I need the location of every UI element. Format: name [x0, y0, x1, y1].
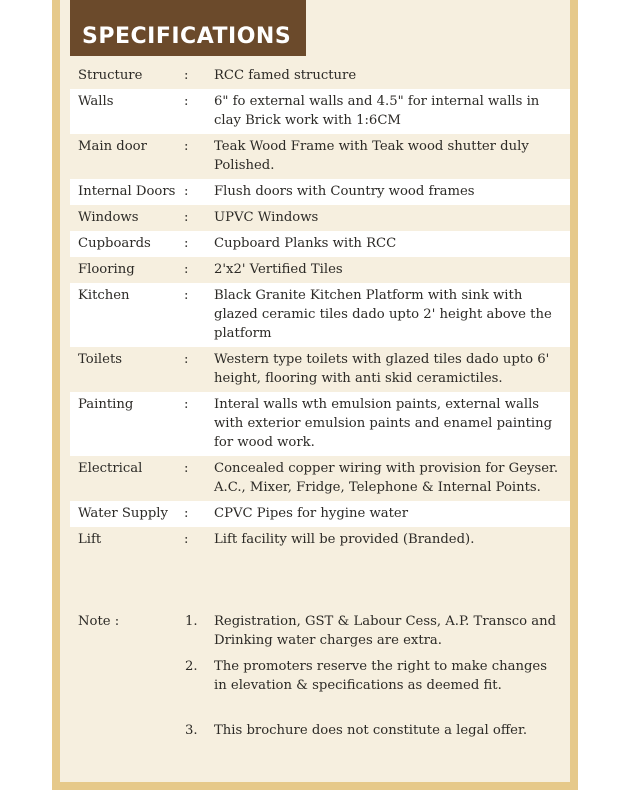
- spec-label: Electrical: [78, 461, 143, 476]
- spec-value: Teak Wood Frame with Teak wood shutter duly Polished.: [214, 139, 529, 173]
- note-item: [185, 721, 565, 740]
- note-item: [185, 657, 565, 695]
- spec-row-toilets: [70, 347, 570, 392]
- spec-value: Western type toilets with glazed tiles dado upto 6' height, flooring with anti skid ceramictiles.: [214, 352, 550, 386]
- page-title: SPECIFICATIONS: [82, 24, 292, 49]
- spec-row-electrical: [70, 456, 570, 501]
- note-text: This brochure does not constitute a legal offer.: [214, 723, 528, 738]
- spec-label: Painting: [78, 397, 134, 412]
- spec-row-windows: [70, 205, 570, 231]
- spec-row-cupboards: [70, 231, 570, 257]
- spec-separator: :: [184, 236, 189, 251]
- spec-label: Structure: [78, 68, 143, 83]
- spec-row-water-supply: [70, 501, 570, 527]
- note-item: [185, 612, 565, 650]
- spec-value: Cupboard Planks with RCC: [214, 236, 397, 251]
- spec-separator: :: [184, 397, 189, 412]
- spec-label: Walls: [78, 94, 114, 109]
- spec-label: Lift: [78, 532, 102, 547]
- spec-label: Toilets: [78, 352, 123, 367]
- spec-separator: :: [184, 68, 189, 83]
- spec-row-structure: [70, 63, 570, 89]
- spec-separator: :: [184, 210, 189, 225]
- spec-separator: :: [184, 94, 189, 109]
- spec-value: RCC famed structure: [214, 68, 357, 83]
- spec-label: Internal Doors: [78, 184, 176, 199]
- spec-value: Lift facility will be provided (Branded).: [214, 532, 475, 547]
- spec-row-main-door: [70, 134, 570, 179]
- spec-separator: :: [184, 532, 189, 547]
- spec-value: Black Granite Kitchen Platform with sink with glazed ceramic tiles dado upto 2' height above the platform: [214, 288, 552, 341]
- spec-label: Main door: [78, 139, 147, 154]
- spec-separator: :: [184, 139, 189, 154]
- spec-label: Cupboards: [78, 236, 151, 251]
- spec-label: Flooring: [78, 262, 135, 277]
- spec-separator: :: [184, 262, 189, 277]
- spec-label: Windows: [78, 210, 139, 225]
- specifications-table: [70, 63, 570, 553]
- title-banner: [70, 0, 306, 56]
- spec-value: UPVC Windows: [214, 210, 319, 225]
- spec-label: Water Supply: [78, 506, 168, 521]
- spec-separator: :: [184, 461, 189, 476]
- spec-separator: :: [184, 288, 189, 303]
- spec-value: Concealed copper wiring with provision for Geyser. A.C., Mixer, Fridge, Telephone & Internal Points.: [214, 461, 559, 495]
- spec-row-internal-doors: [70, 179, 570, 205]
- spec-separator: :: [184, 184, 189, 199]
- spec-value: 2'x2' Vertified Tiles: [214, 262, 343, 277]
- spec-row-kitchen: [70, 283, 570, 347]
- note-heading: Note :: [78, 614, 120, 629]
- note-number: 3.: [185, 723, 198, 738]
- spec-row-lift: [70, 527, 570, 553]
- spec-row-flooring: [70, 257, 570, 283]
- spec-row-painting: [70, 392, 570, 456]
- spec-separator: :: [184, 352, 189, 367]
- spec-value: Interal walls wth emulsion paints, external walls with exterior emulsion paints and enamel painting for wood work.: [214, 397, 553, 450]
- spec-row-walls: [70, 89, 570, 134]
- spec-value: Flush doors with Country wood frames: [214, 184, 475, 199]
- note-text: Registration, GST & Labour Cess, A.P. Transco and Drinking water charges are extra.: [214, 614, 557, 648]
- note-number: 2.: [185, 659, 198, 674]
- spec-label: Kitchen: [78, 288, 130, 303]
- note-text: The promoters reserve the right to make changes in elevation & specifications as deemed fit.: [214, 659, 547, 693]
- spec-value: 6" fo external walls and 4.5" for internal walls in clay Brick work with 1:6CM: [214, 94, 540, 128]
- spec-value: CPVC Pipes for hygine water: [214, 506, 409, 521]
- note-number: 1.: [185, 614, 198, 629]
- spec-separator: :: [184, 506, 189, 521]
